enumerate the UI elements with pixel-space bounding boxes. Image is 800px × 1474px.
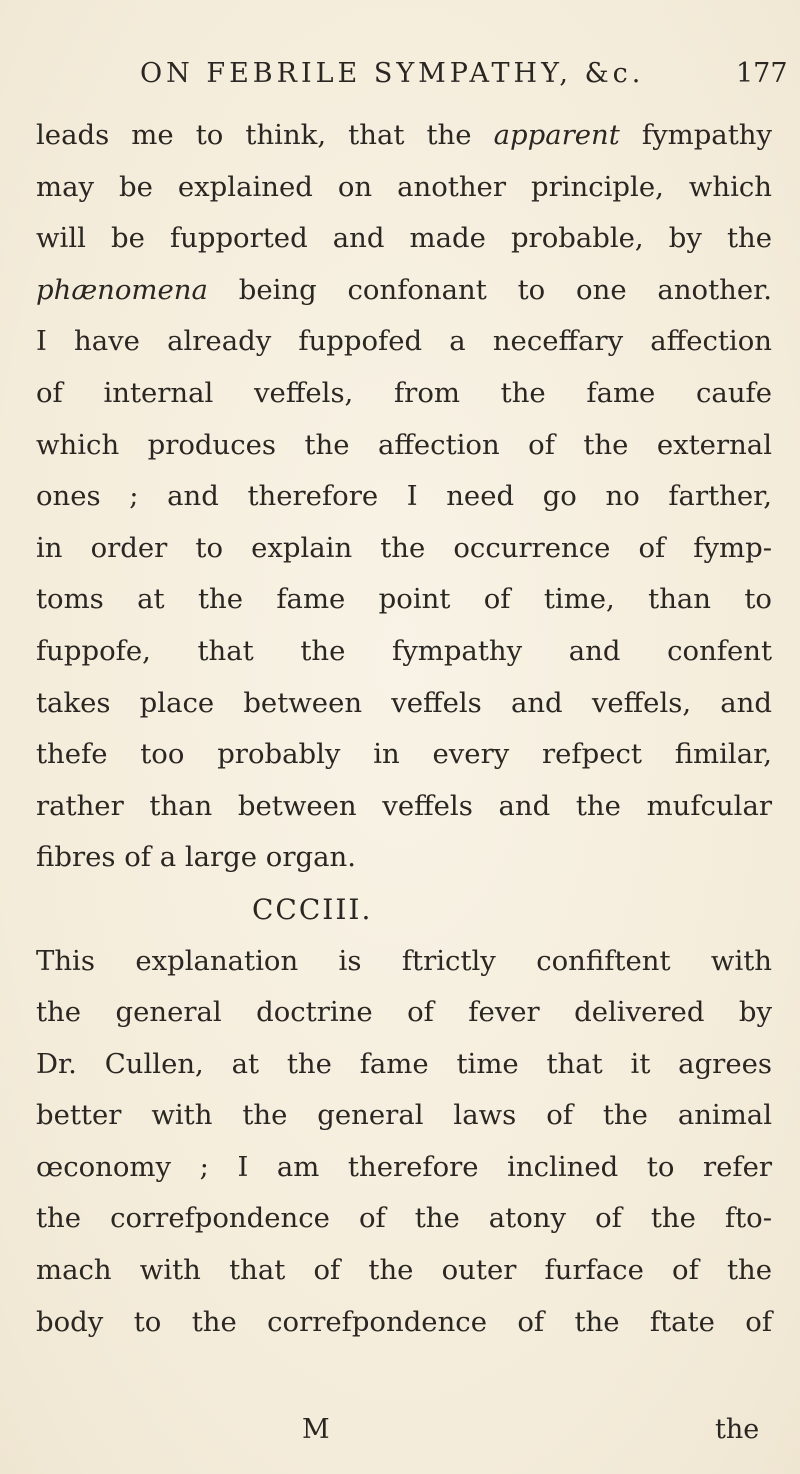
- text-line: leads me to think, that the apparent fympathy: [36, 119, 772, 151]
- text-line: ones ; and therefore I need go no farther,: [36, 480, 772, 513]
- text-line: of internal veffels, from the fame caufe: [36, 376, 772, 409]
- text-line: in order to explain the occurrence of fymp-: [36, 531, 772, 564]
- catchword: the: [715, 1414, 760, 1445]
- italic-term: phænomena: [36, 273, 208, 306]
- text-line: the general doctrine of fever delivered by: [36, 996, 772, 1029]
- text-line: may be explained on another principle, which: [36, 170, 772, 203]
- text-line: fuppofe, that the fympathy and confent: [36, 634, 772, 667]
- text-line: œconomy ; I am therefore inclined to refer: [36, 1150, 772, 1183]
- text-line: mach with that of the outer furface of the: [36, 1254, 772, 1287]
- running-head: [128, 58, 788, 98]
- text-line: the correfpondence of the atony of the fto-: [36, 1202, 772, 1235]
- text-line: I have already fuppofed a neceffary affection: [36, 325, 772, 358]
- text-line: better with the general laws of the animal: [36, 1099, 772, 1132]
- text-line: body to the correfpondence of the ftate of: [36, 1305, 772, 1338]
- text-line: takes place between veffels and veffels, and: [36, 686, 772, 719]
- italic-term: apparent: [493, 119, 620, 151]
- text-line: rather than between veffels and the mufcular: [36, 789, 772, 822]
- text-line: toms at the fame point of time, than to: [36, 583, 772, 616]
- text-line: will be fupported and made probable, by the: [36, 222, 772, 255]
- text-line: This explanation is ftrictly confiftent with: [36, 944, 772, 977]
- text-line: fibres of a large organ.: [36, 841, 356, 874]
- text-line: thefe too probably in every refpect fimilar,: [36, 738, 772, 771]
- text-line: Dr. Cullen, at the fame time that it agrees: [36, 1047, 772, 1080]
- signature-mark: M: [302, 1414, 330, 1445]
- section-number: CCCIII.: [252, 892, 373, 926]
- page-number: 177: [736, 58, 788, 89]
- text-line: phænomena being confonant to one another.: [36, 273, 772, 306]
- text-line: which produces the affection of the external: [36, 428, 772, 461]
- body-text: [36, 110, 772, 1348]
- running-title: ON FEBRILE SYMPATHY, &c.: [140, 58, 645, 89]
